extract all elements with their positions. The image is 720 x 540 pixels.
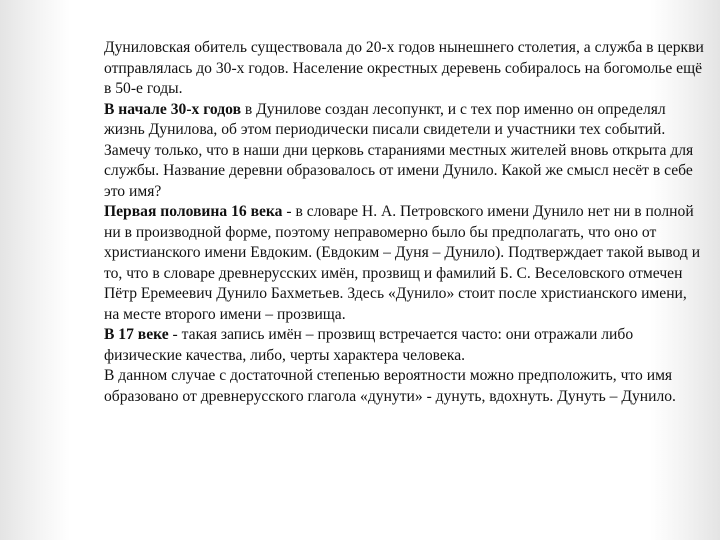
paragraph-2-text: в Дунилове создан лесопункт, и с тех пор именно он определял жизнь Дунилова, об этом периодически писали свидетели и участники тех событий. Замечу только, что в наши дни церковь стараниями местных жителей вновь открыта для службы. Название деревни образовалось от имени Дунило. Какой же смысл несёт в себе это имя?: [104, 100, 694, 200]
paragraph-2-heading: В начале 30-х годов: [104, 100, 241, 118]
paragraph-4-heading: В 17 веке: [104, 326, 169, 343]
left-edge-shading: [0, 0, 70, 540]
paragraph-5: [104, 366, 704, 407]
paragraph-4-text: - такая запись имён – прозвищ встречается часто: они отражали либо физические качества, либо, черты характера человека.: [104, 326, 634, 364]
paragraph-1-text: Дуниловская обитель существовала до 20-х годов нынешнего столетия, а служба в церкви отправлялась до 30-х годов. Население окрестных деревень собиралось на богомолье ещё в 50-е годы.: [104, 39, 704, 97]
paragraph-4: [104, 325, 704, 366]
paragraph-3-heading: Первая половина 16 века: [104, 203, 283, 220]
paragraph-3: [104, 202, 704, 325]
paragraph-2: [104, 100, 704, 203]
paragraph-5-text: В данном случае с достаточной степенью вероятности можно предположить, что имя образовано от древнерусского глагола «дунути» - дунуть, вдохнуть. Дунуть – Дунило.: [104, 367, 676, 405]
paragraph-3-text: - в словаре Н. А. Петровского имени Дунило нет ни в полной ни в производной форме, поэтому неправомерно было бы предполагать, что оно от христианского имени Евдоким. (Евдоким – Дуня – Дунило). Подтверждает такой вывод и то, что в словаре древнерусских имён, прозвищ и фамилий Б. С. Веселовского отмечен Пётр Еремеевич Дунило Бахметьев. Здесь «Дунило» стоит после христианского имени, на месте второго имени – прозвища.: [104, 203, 701, 323]
text-body: [104, 38, 704, 407]
paragraph-1: [104, 38, 704, 100]
